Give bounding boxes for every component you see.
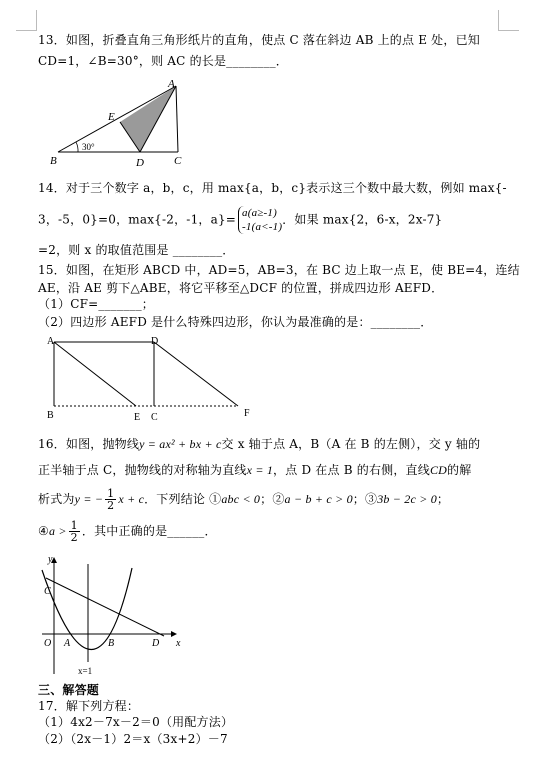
q16-frac2-den: 2 [70, 531, 78, 544]
q16-frac-num: 1 [107, 487, 115, 500]
q16-l3-end: ； [436, 492, 450, 506]
q15-label-f: F [244, 408, 250, 419]
crop-mark [498, 10, 519, 31]
q15-label-c: C [151, 412, 158, 423]
q16-line2 [38, 462, 471, 478]
q16-l3-a: 析式为 [38, 492, 75, 506]
q16-sep2: ；② [260, 492, 285, 506]
q16-fraction-2 [69, 520, 80, 543]
q13-triangle-figure [40, 76, 200, 170]
q14-line2-pre: 3，-5，0}=0，max{-2，-1，a}= [38, 212, 237, 227]
q16-label-d: D [152, 638, 160, 649]
q16-parabola-eq: y = ax² + bx + c [139, 437, 222, 451]
q16-conclusion-1: abc < 0 [221, 492, 261, 506]
q15-label-e: E [134, 412, 141, 423]
q14-line3: =2，则 x 的取值范围是 ________． [38, 243, 235, 257]
q16-line3 [38, 488, 449, 511]
q16-label-a: A [64, 638, 71, 649]
q16-conclusion-3: 3b − 2c > 0 [377, 492, 437, 506]
q16-l3-b: ．下列结论 ① [144, 492, 222, 506]
q15-label-b: B [47, 410, 54, 421]
q13-label-c: C [174, 155, 182, 167]
q17-part2: （2）（2x－1）2＝x（3x+2）－7 [38, 732, 228, 746]
q16-parabola-figure [38, 552, 188, 678]
q16-line-eq-xc: x + c [118, 492, 145, 506]
q15-rectangle-figure [40, 334, 260, 424]
crop-mark [16, 10, 37, 31]
q13-label-d: D [136, 157, 144, 169]
q15-line1: 15．如图，在矩形 ABCD 中，AD=5，AB=3，在 BC 边上取一点 E，使 BE=4，连结 [38, 263, 520, 277]
q15-label-d: D [151, 336, 159, 347]
q16-l2-b: ，点 D 在点 B 的右侧，直线 [273, 463, 430, 477]
q14-line1: 14．对于三个数字 a，b，c，用 max{a，b，c}表示这三个数中最大数，例如 max{- [38, 181, 507, 195]
q14-piecewise [238, 206, 282, 234]
q16-l1-a: 16．如图，抛物线 [38, 437, 140, 451]
q16-sep3: ；③ [352, 492, 378, 506]
q16-frac2-num: 1 [70, 519, 78, 532]
q16-line-eq-y: y = − [74, 492, 104, 506]
q16-cd: CD [429, 463, 448, 477]
q13-line2: CD=1，∠B=30°，则 AC 的长是________． [38, 54, 288, 68]
q16-line1 [38, 436, 480, 452]
q13-label-b: B [50, 155, 57, 167]
q15-label-a: A [47, 336, 55, 347]
q16-label-c: C [44, 586, 51, 597]
q16-l2-a: 正半轴于点 C，抛物线的对称轴为直线 [38, 463, 247, 477]
q16-axis-label: x=1 [78, 666, 93, 676]
q16-label-b: B [108, 638, 115, 649]
q13-angle-label: 30° [82, 142, 95, 152]
q16-fraction [105, 488, 116, 511]
q16-label-o: O [44, 638, 52, 649]
q15-line3: （1）CF=_______； [38, 297, 154, 311]
q13-label-a: A [168, 78, 175, 90]
q16-conclusion-2: a − b + c > 0 [284, 492, 353, 506]
q14-case2: -1(a<-1) [242, 221, 283, 233]
section-heading: 三、解答题 [38, 683, 100, 697]
q14-line2 [38, 206, 442, 234]
q14-case1: a(a≥-1) [242, 207, 277, 219]
q17-part1: （1）4x2－7x－2＝0（用配方法） [38, 715, 234, 729]
q16-l4-a: ④ [38, 524, 49, 538]
q17-title: 17．解下列方程： [38, 699, 140, 713]
q13-label-e: E [108, 111, 115, 123]
q16-l4-b: ．其中正确的是______． [81, 524, 217, 538]
q16-line4 [38, 520, 217, 543]
q14-line2-post: ．如果 max{2，6-x，2x-7} [282, 212, 443, 227]
q15-line4: （2）四边形 AEFD 是什么特殊四边形，你认为最准确的是：________． [38, 315, 433, 329]
q16-axis-eq: x = 1 [246, 463, 274, 477]
q16-label-x: x [176, 638, 181, 649]
q13-line1: 13．如图，折叠直角三角形纸片的直角，使点 C 落在斜边 AB 上的点 E 处，已知 [38, 33, 480, 47]
q15-line2: AE，沿 AE 剪下△ABE，将它平移至△DCF 的位置，拼成四边形 AEFD． [38, 281, 444, 295]
q16-label-y: y [48, 554, 53, 565]
q16-l1-b: 交 x 轴于点 A，B（A 在 B 的左侧），交 y 轴的 [221, 437, 481, 451]
q16-conclusion-4: a > [48, 524, 67, 538]
q16-l2-c: 的解 [447, 463, 472, 477]
q16-frac-den: 2 [107, 499, 115, 512]
